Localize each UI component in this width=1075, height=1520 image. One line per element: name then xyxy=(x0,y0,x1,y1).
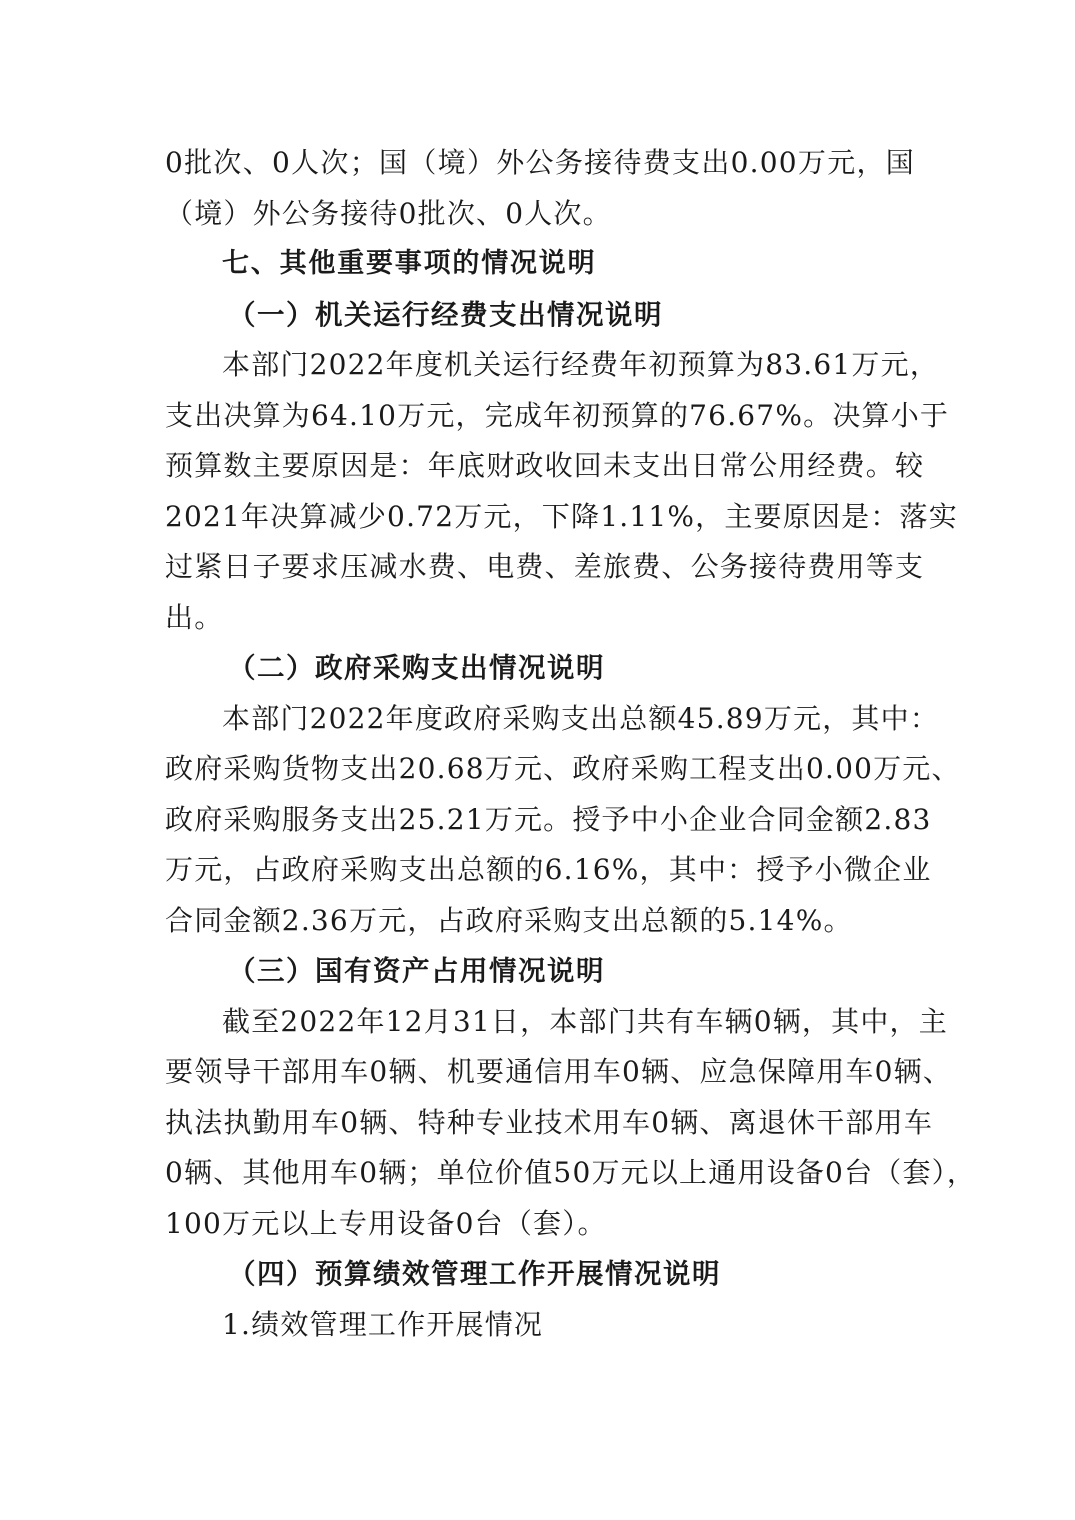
paragraph-line: 政府采购货物支出20.68万元、政府采购工程支出0.00万元、 xyxy=(165,752,961,785)
paragraph-line: 政府采购服务支出25.21万元。授予中小企业合同金额2.83 xyxy=(165,802,932,836)
paragraph-line: 支出决算为64.10万元，完成年初预算的76.67%。决算小于 xyxy=(165,398,950,432)
subsection-heading: （一）机关运行经费支出情况说明 xyxy=(228,298,663,331)
paragraph-line: 1.绩效管理工作开展情况 xyxy=(222,1307,544,1341)
paragraph-line: 100万元以上专用设备0台（套）。 xyxy=(165,1206,607,1240)
paragraph-line: 截至2022年12月31日，本部门共有车辆0辆，其中，主 xyxy=(222,1004,948,1038)
paragraph-line: 本部门2022年度政府采购支出总额45.89万元，其中： xyxy=(222,701,940,735)
paragraph-line: 要领导干部用车0辆、机要通信用车0辆、应急保障用车0辆、 xyxy=(165,1055,953,1088)
paragraph-line: 本部门2022年度机关运行经费年初预算为83.61万元， xyxy=(222,348,940,381)
document-page xyxy=(165,138,977,1350)
paragraph-line: 预算数主要原因是：年底财政收回未支出日常公用经费。较 xyxy=(165,449,925,482)
paragraph-line: 出。 xyxy=(165,600,224,634)
paragraph-line: （境）外公务接待0批次、0人次。 xyxy=(165,196,612,230)
paragraph-line: 执法执勤用车0辆、特种专业技术用车0辆、离退休干部用车 xyxy=(165,1105,934,1139)
paragraph-line: 0辆、其他用车0辆；单位价值50万元以上通用设备0台（套）， xyxy=(165,1156,977,1189)
paragraph-line: 过紧日子要求压减水费、电费、差旅费、公务接待费用等支 xyxy=(165,550,925,583)
paragraph-line: 2021年决算减少0.72万元，下降1.11%，主要原因是：落实 xyxy=(165,499,958,533)
subsection-heading: （三）国有资产占用情况说明 xyxy=(228,955,605,987)
subsection-heading: （二）政府采购支出情况说明 xyxy=(228,652,605,684)
paragraph-line: 合同金额2.36万元，占政府采购支出总额的5.14%。 xyxy=(165,903,853,937)
paragraph-line: 0批次、0人次；国（境）外公务接待费支出0.00万元，国 xyxy=(165,146,915,179)
section-heading: 七、其他重要事项的情况说明 xyxy=(222,248,597,279)
subsection-heading: （四）预算绩效管理工作开展情况说明 xyxy=(228,1258,721,1290)
paragraph-line: 万元，占政府采购支出总额的6.16%，其中：授予小微企业 xyxy=(165,853,932,886)
